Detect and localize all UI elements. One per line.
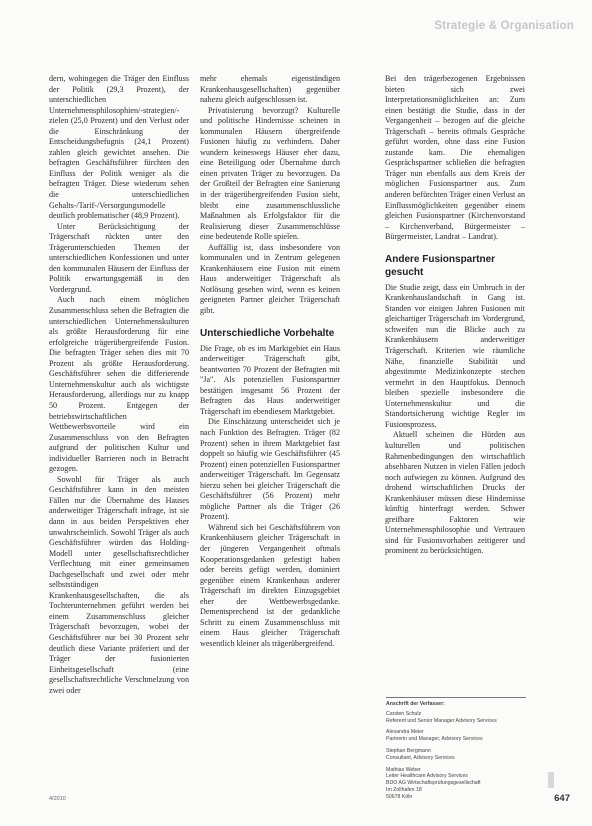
paragraph: Die Frage, ob es im Marktgebiet ein Haus anderweitiger Trägerschaft gibt, beantworten 70 Prozent der Befragten mit "Ja". Als potenziellen Fusionspartner bestätigen insgesamt 56 Prozent der Befragten das Haus anderweitiger Trägerschaft im ebendiesem Marktgebiet. <box>200 343 340 416</box>
side-marker <box>548 772 554 788</box>
author-entry <box>386 729 526 743</box>
divider <box>386 697 526 698</box>
author-box <box>386 697 526 806</box>
author-role: Consultant, Advisory Services <box>386 754 455 761</box>
author-box-heading: Anschrift der Verfasser: <box>386 701 445 707</box>
paragraph: Während sich bei Geschäftsführern von Krankenhäusern gleicher Trägerschaft in der jüngeren Vergangenheit oftmals Kooperationsgedanken gefestigt haben oder bereits gefügt werden, dominiert gegenüber einem Krankenhaus anderer Trägerschaft im direkten Einzugsgebiet eher der Wettbewerbsgedanke. Dementsprechend ist der gedankliche Schritt zu einem Zusammenschluss mit einem Haus gleicher Trägerschaft wesentlich kleiner als trägerübergreifend. <box>200 522 340 648</box>
author-name: Carsten Schulz <box>386 710 422 717</box>
paragraph: Sowohl für Träger als auch Geschäftsführer kann in den meisten Fällen nur die Übernahme des Hauses anderweitiger Trägerschaft infrage, ist sie dann in aus beiden Perspektiven eher unwahrscheinlich. Sowohl Träger als auch Geschäftsführer würden das Holding-Modell unter gesellschaftsrechtlicher Verflechtung mit einer gemeinsamen Dachgesellschaft und zwei oder mehr selbstständigen Krankenhausgesellschaften, die als Tochterunternehmen geführt werden bei einem Zusammenschluss gleicher Trägerschaft bevorzugen, wobei der Geschäftsführer nur bei 30 Prozent sehr deutlich diese Variante präferiert und der Träger der fusionierten Einheitsgesellschaft (eine gesellschaftsrechtliche Verschmelzung von zwei oder <box>49 474 189 695</box>
author-city: 50678 Köln <box>386 793 413 800</box>
author-entry <box>386 711 526 725</box>
author-entry <box>386 748 526 762</box>
paragraph: Aktuell scheinen die Hürden aus kulturellen und politischen Rahmenbedingungen den wirtschaftlich absehbaren Nutzen in vielen Fällen jedoch noch aufwiegen zu können. Aufgrund des drohend wirtschaftlichen Drucks der Krankenhäuser müssen diese Hindernisse künftig hinterfragt werden. Schwer greifbare Faktoren wie Unternehmensphilosophie und Vertrauen sind für Fusionsvorhaben zeitigerer und prominent zu berücksichtigen. <box>385 430 525 556</box>
page-number: 647 <box>554 793 570 804</box>
paragraph: dern, wohingegen die Träger den Einfluss der Politik (29,3 Prozent), der unterschiedlichen Unternehmensphilosophien/-strategien/-zielen (25,0 Prozent) und den Verlust oder die Einschränkung der Entscheidungsbefugnis (24,1 Prozent) zahlen gleich gewichtet ansehen. Die befragten Geschäftsführer fürchten den Einfluss der Politik weniger als die befragten Träger. Diese wiederum sehen die unterschiedlichen Gehalts-/Tarif-/Versorgungsmodelle deutlich problematischer (48,9 Prozent). <box>49 74 189 221</box>
author-street: Im Zollhafen 18 <box>386 786 422 793</box>
author-role: Leiter Healthcare Advisory Services <box>386 773 468 780</box>
author-name: Mathias Weber <box>386 766 421 773</box>
paragraph: Privatisierung bevorzugt? Kulturelle und politische Hindernisse scheinen in kommunalen Häusern übergreifende Fusionen häufig zu verhindern. Daher wundern keineswegs Häuser eher dazu, eine Beteiligung oder Übernahme durch einen privaten Träger zu bevorzugen. Da der Großteil der Befragten eine Sanierung in der trägerübergreifenden Fusion sieht, bleibt eine zusammenschlussliche Maßnahmen als Erfolgsfaktor für die Realisierung dieser Zusammenschlüsse eine bedeutende Rolle spielen. <box>200 105 340 242</box>
subheading: Andere Fusionspartner gesucht <box>385 253 496 278</box>
text-column-3 <box>385 74 525 557</box>
paragraph: Die Einschätzung unterscheidet sich je nach Funktion des Befragten. Träger (82 Prozent) sehen in ihrem Marktgebiet fast doppelt so häufig wie Geschäftsführer (45 Prozent) einen potenziellen Fusionspartner anderweitiger Trägerschaft. Im Gegensatz hierzu sehen bei gleicher Trägerschaft die Geschäftsführer (56 Prozent) mehr mögliche Partner als die Träger (26 Prozent). <box>200 417 340 522</box>
paragraph: Die Studie zeigt, dass ein Umbruch in der Krankenhauslandschaft in Gang ist. Standen vor einigen Jahren Fusionen mit gleichartiger Trägerschaft im Vordergrund, schweifen nun die Blicke auch zu Krankenhäusern anderweitiger Trägerschaft. Kriterien wie räumliche Nähe, finanzielle Stabilität und abgestimmte Medizinkonzepte stechen vermehrt in den Hauptfokus. Dennoch bleiben spezielle insbesondere die Unternehmenskultur und die Standortsicherung wichtige Regler im Fusionsprozess. <box>385 282 525 429</box>
paragraph: mehr ehemals eigenständigen Krankenhausgesellschaften) gegenüber nahezu gleich aufgeschlossen ist. <box>200 74 340 105</box>
subheading: Unterschiedliche Vorbehalte <box>200 327 335 339</box>
paragraph: Unter Berücksichtigung der Trägerschaft rückten unter den Trägerunterschieden Themen der unterschiedlichen Konfessionen und unter den kommunalen Häusern der Einfluss der Politik erwartungsgemäß in den Vordergrund. <box>49 221 189 294</box>
text-column-2 <box>200 74 340 649</box>
paragraph: Bei den trägerbezogenen Ergebnissen bieten sich zwei Interpretationsmöglichkeiten an: Zum einen bestätigt die Studie, dass in der Vergangenheit – bezogen auf die gleiche Trägerschaft – bereits oftmals Gespräche geführt worden, ohne dass eine Fusion zustande kam. Die ehemaligen Gesprächspartner schließen die befragten Träger nun ebenfalls aus dem Kreis der möglichen Fusionspartner aus. Zum anderen befürchten Träger einen Verlust an Einflussmöglichkeiten gegenüber einem gleichen Fusionspartner (Kirchenvorstand – Kirchenverband, Bürgermeister – Bürgermeister, Landrat – Landrat). <box>385 74 525 242</box>
text-column-1 <box>49 74 189 696</box>
author-name: Alexandra Meier <box>386 729 424 736</box>
author-role: Referent und Senior Manager Advisory Services <box>386 717 497 724</box>
paragraph: Auffällig ist, dass insbesondere von kommunalen und in Zentrum gelegenen Krankenhäusern eine Fusion mit einem Haus anderweitiger Trägerschaft als Notlösung gesehen wird, wenn es keinen geeigneten Partner gleicher Trägerschaft gibt. <box>200 242 340 316</box>
author-entry <box>386 767 526 801</box>
author-company: BDO AG Wirtschaftsprüfungsgesellschaft <box>386 780 481 787</box>
issue-label: 4/2010 <box>49 796 66 802</box>
section-title: Strategie & Organisation <box>434 20 574 32</box>
author-name: Stephan Bergmann <box>386 747 431 754</box>
paragraph: Auch nach einem möglichen Zusammenschluss sehen die Befragten die unterschiedlichen Unternehmenskulturen als größte Herausforderung für eine erfolgreiche trägerübergreifende Fusion. Die befragten Träger sehen dies mit 70 Prozent als größte Herausforderung. Geschäftsführer sehen die differierende Unternehmenskultur auch als wichtigste Herausforderung, allerdings nur zu knapp 50 Prozent. Entgegen der betriebswirtschaftlichen Wettbewerbsvorteile wird ein Zusammenschluss von den Befragten aufgrund der politischen Kultur und individueller Barrieren noch in Betracht gezogen. <box>49 295 189 474</box>
author-role: Partnerin und Manager, Advisory Services <box>386 736 483 743</box>
